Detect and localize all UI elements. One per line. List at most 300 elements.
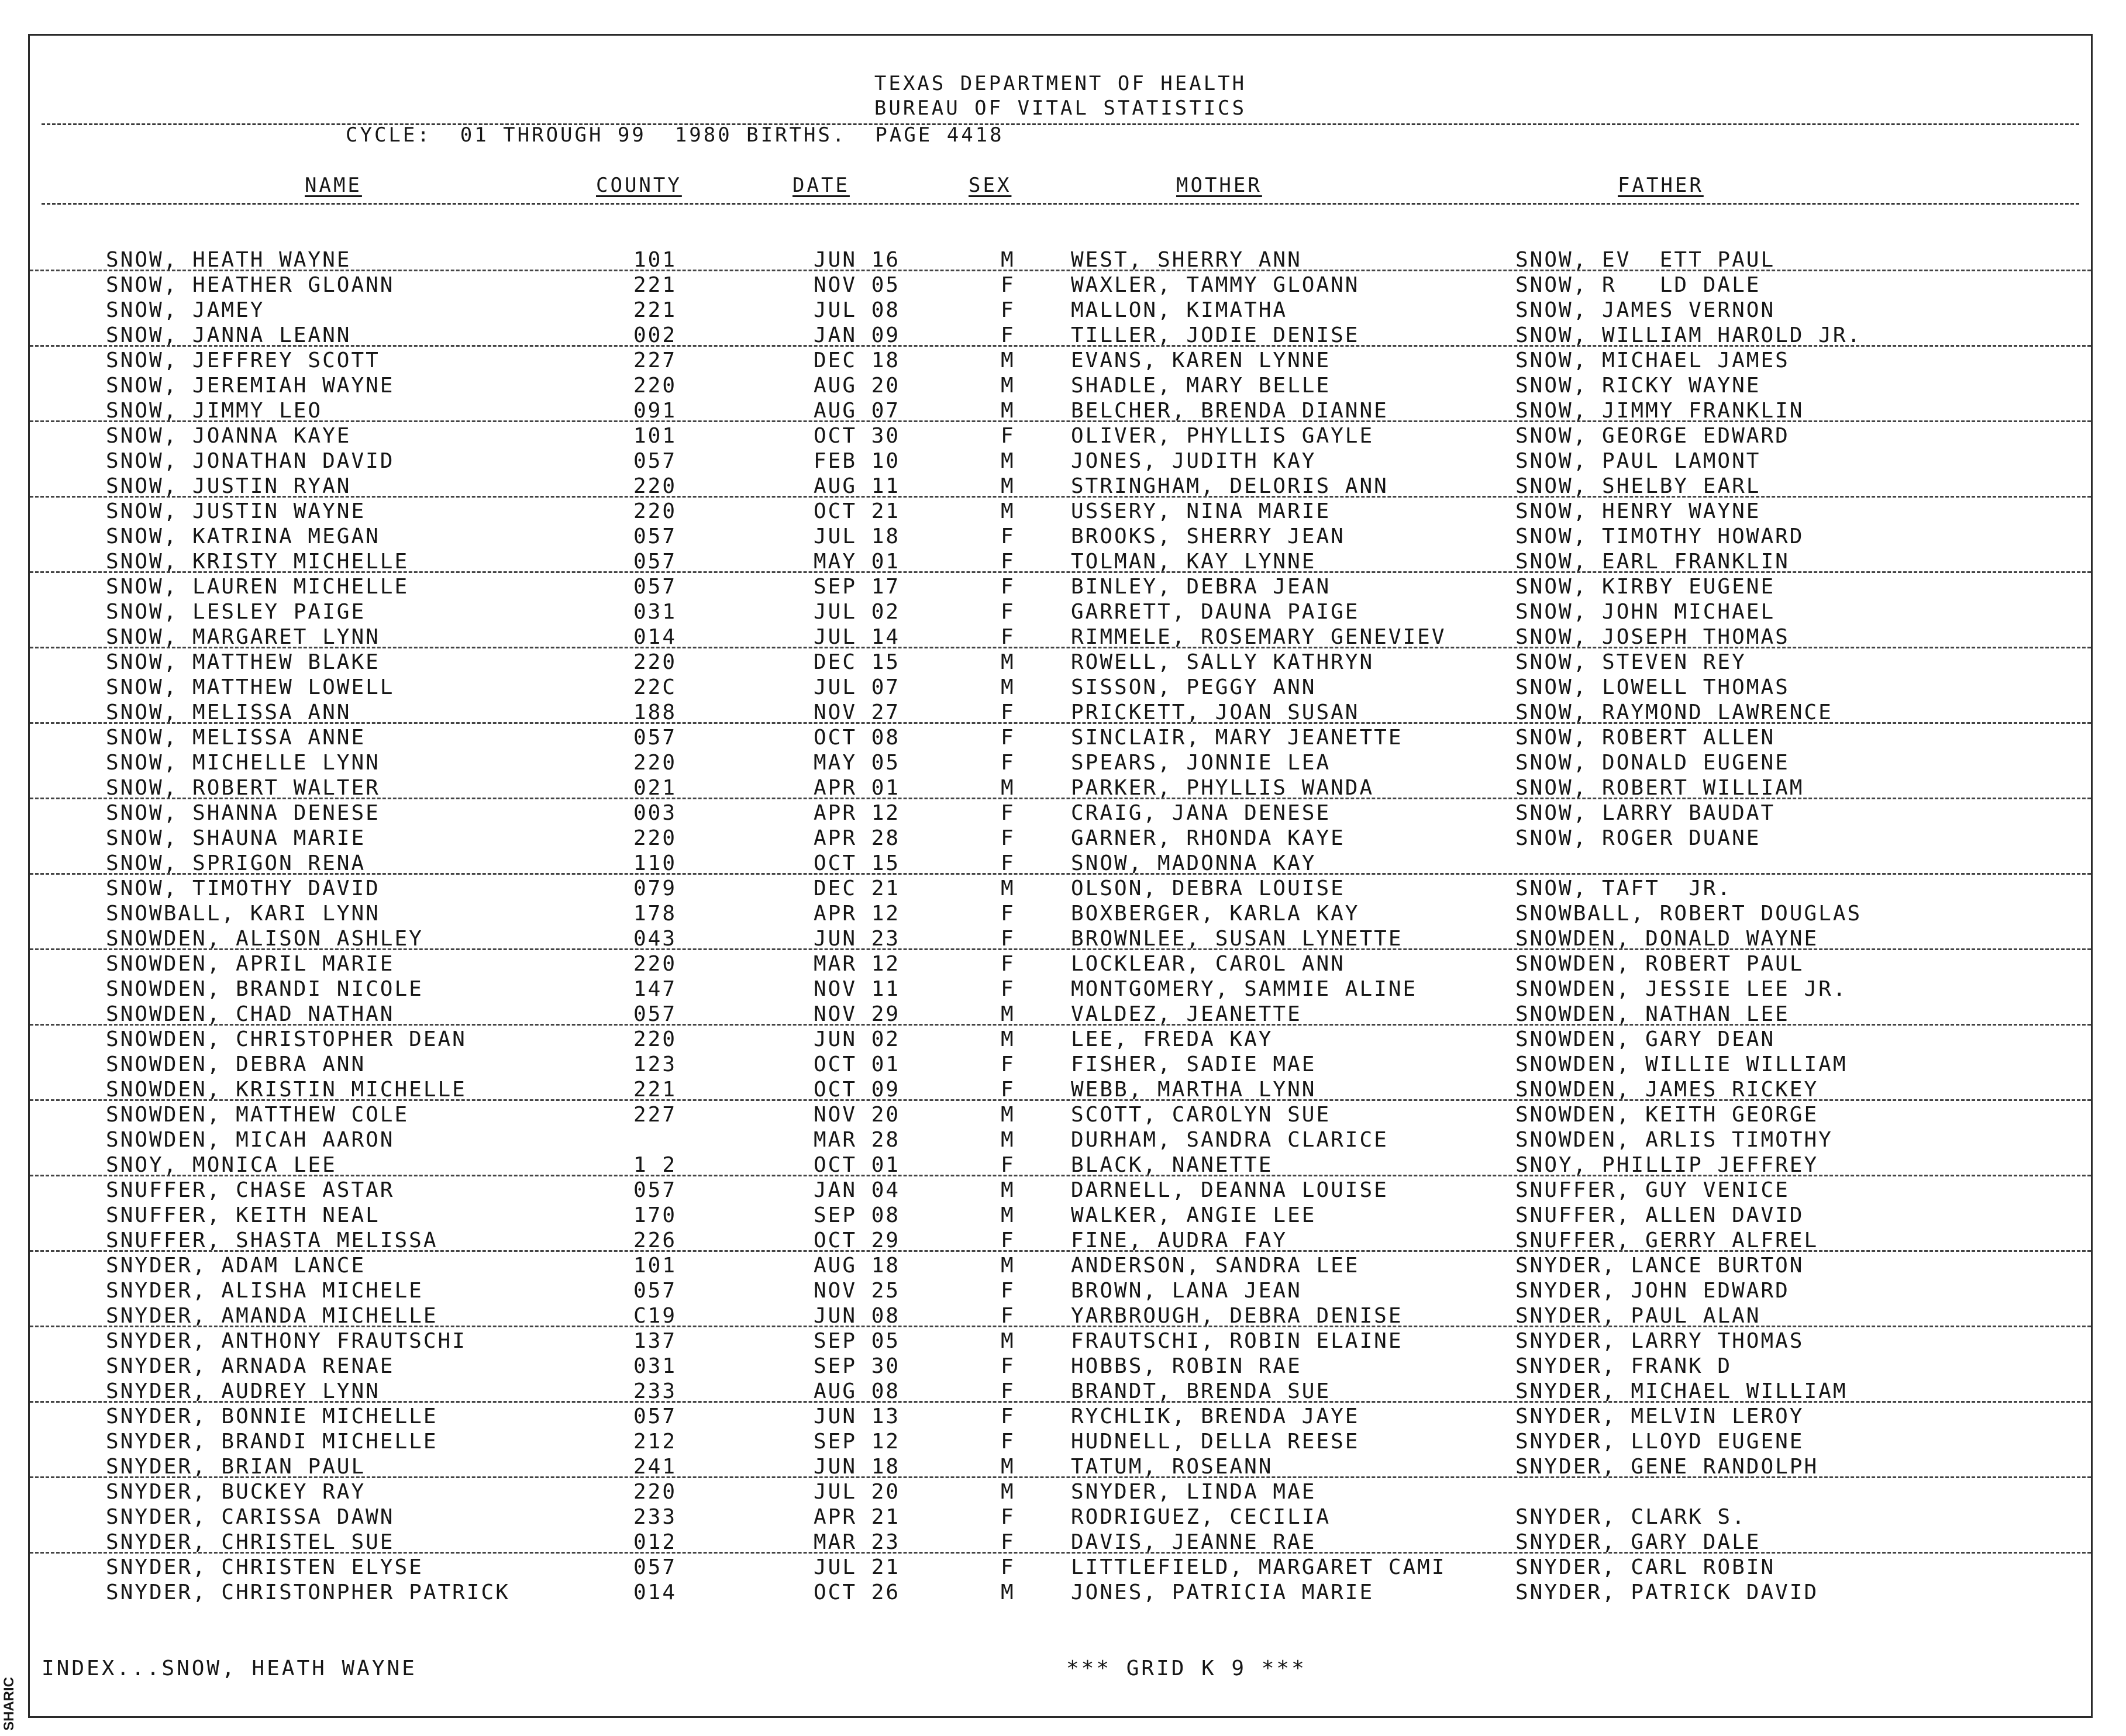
- record-sex: M: [1001, 776, 1015, 800]
- record-row: [30, 975, 2091, 1000]
- record-name: SNOWDEN, ALISON ASHLEY: [106, 927, 423, 951]
- record-name: SNUFFER, KEITH NEAL: [106, 1203, 380, 1227]
- record-county: 014: [633, 625, 677, 649]
- record-mother: EVANS, KAREN LYNNE: [1071, 348, 1331, 372]
- record-county: 22C: [633, 675, 677, 699]
- record-row: [30, 1176, 2091, 1202]
- record-father: SNUFFER, GUY VENICE: [1515, 1178, 1790, 1202]
- record-sex: F: [1001, 977, 1015, 1001]
- record-date: FEB 10: [814, 449, 901, 473]
- record-sex: M: [1001, 1580, 1015, 1604]
- record-date: DEC 15: [814, 650, 901, 674]
- record-row: [30, 1151, 2091, 1176]
- record-father: SNOW, R LD DALE: [1515, 273, 1761, 297]
- record-county: 057: [633, 1002, 677, 1026]
- record-sex: F: [1001, 1279, 1015, 1303]
- record-mother: RIMMELE, ROSEMARY GENEVIEV: [1071, 625, 1446, 649]
- record-county: 220: [633, 650, 677, 674]
- record-sex: F: [1001, 1228, 1015, 1252]
- record-name: SNOW, MELISSA ANN: [106, 700, 352, 724]
- record-county: 226: [633, 1228, 677, 1252]
- record-date: SEP 08: [814, 1203, 901, 1227]
- record-father: SNYDER, LLOYD EUGENE: [1515, 1430, 1804, 1454]
- record-date: AUG 07: [814, 399, 901, 423]
- record-name: SNOW, MARGARET LYNN: [106, 625, 380, 649]
- record-father: SNYDER, LANCE BURTON: [1515, 1254, 1804, 1278]
- record-mother: GARNER, RHONDA KAYE: [1071, 826, 1345, 850]
- record-sex: F: [1001, 902, 1015, 926]
- record-mother: BELCHER, BRENDA DIANNE: [1071, 399, 1388, 423]
- record-sex: F: [1001, 1505, 1015, 1529]
- record-mother: MONTGOMERY, SAMMIE ALINE: [1071, 977, 1418, 1001]
- agency-title: TEXAS DEPARTMENT OF HEALTH: [874, 72, 1247, 95]
- record-sex: F: [1001, 700, 1015, 724]
- record-mother: WAXLER, TAMMY GLOANN: [1071, 273, 1360, 297]
- record-father: SNYDER, LARRY THOMAS: [1515, 1329, 1804, 1353]
- record-father: SNOW, TIMOTHY HOWARD: [1515, 524, 1804, 548]
- record-name: SNOWDEN, KRISTIN MICHELLE: [106, 1078, 467, 1102]
- record-name: SNYDER, ANTHONY FRAUTSCHI: [106, 1329, 467, 1353]
- col-father-header: FATHER: [1618, 174, 1704, 197]
- record-county: 057: [633, 550, 677, 574]
- record-name: SNOW, MELISSA ANNE: [106, 726, 366, 750]
- record-county: 147: [633, 977, 677, 1001]
- record-county: 057: [633, 1404, 677, 1428]
- record-date: MAR 23: [814, 1530, 901, 1554]
- record-row: [30, 1026, 2091, 1051]
- record-row: [30, 774, 2091, 799]
- record-date: JUN 08: [814, 1304, 901, 1328]
- record-sex: M: [1001, 348, 1015, 372]
- record-row: [30, 648, 2091, 674]
- record-date: JUN 23: [814, 927, 901, 951]
- record-mother: DURHAM, SANDRA CLARICE: [1071, 1128, 1388, 1152]
- record-name: SNOW, SHAUNA MARIE: [106, 826, 366, 850]
- records-list: [30, 246, 2091, 1604]
- record-date: NOV 29: [814, 1002, 901, 1026]
- record-county: 220: [633, 499, 677, 523]
- record-county: [633, 1128, 662, 1152]
- col-name-header: NAME: [305, 174, 362, 197]
- record-sex: F: [1001, 1404, 1015, 1428]
- record-row: [30, 1000, 2091, 1026]
- record-row: [30, 322, 2091, 347]
- record-row: [30, 724, 2091, 749]
- record-father: SNYDER, PAUL ALAN: [1515, 1304, 1761, 1328]
- record-sex: F: [1001, 927, 1015, 951]
- record-county: 178: [633, 902, 677, 926]
- record-mother: FRAUTSCHI, ROBIN ELAINE: [1071, 1329, 1403, 1353]
- record-county: 220: [633, 374, 677, 398]
- record-name: SNOW, TIMOTHY DAVID: [106, 876, 380, 900]
- record-date: SEP 30: [814, 1354, 901, 1378]
- record-mother: HOBBS, ROBIN RAE: [1071, 1354, 1302, 1378]
- record-date: OCT 15: [814, 851, 901, 875]
- record-date: OCT 21: [814, 499, 901, 523]
- record-mother: DARNELL, DEANNA LOUISE: [1071, 1178, 1388, 1202]
- record-mother: BLACK, NANETTE: [1071, 1153, 1273, 1177]
- record-county: 227: [633, 1103, 677, 1127]
- record-mother: CRAIG, JANA DENESE: [1071, 801, 1331, 825]
- record-row: [30, 372, 2091, 397]
- record-mother: SINCLAIR, MARY JEANETTE: [1071, 726, 1403, 750]
- record-father: SNUFFER, GERRY ALFREL: [1515, 1228, 1819, 1252]
- record-row: [30, 1453, 2091, 1478]
- record-mother: FINE, AUDRA FAY: [1071, 1228, 1288, 1252]
- record-sex: M: [1001, 474, 1015, 498]
- record-name: SNYDER, AUDREY LYNN: [106, 1379, 380, 1403]
- record-row: [30, 674, 2091, 699]
- record-county: 220: [633, 952, 677, 976]
- record-county: 057: [633, 726, 677, 750]
- record-date: APR 21: [814, 1505, 901, 1529]
- record-sex: M: [1001, 374, 1015, 398]
- record-sex: M: [1001, 675, 1015, 699]
- record-sex: F: [1001, 323, 1015, 347]
- record-county: 137: [633, 1329, 677, 1353]
- record-name: SNOW, JONATHAN DAVID: [106, 449, 395, 473]
- record-sex: F: [1001, 550, 1015, 574]
- record-sex: M: [1001, 1128, 1015, 1152]
- record-row: [30, 1352, 2091, 1378]
- index-label: INDEX...SNOW, HEATH WAYNE: [42, 1656, 417, 1680]
- record-county: 091: [633, 399, 677, 423]
- record-date: NOV 27: [814, 700, 901, 724]
- record-mother: SNYDER, LINDA MAE: [1071, 1480, 1317, 1504]
- record-sex: F: [1001, 801, 1015, 825]
- record-sex: F: [1001, 851, 1015, 875]
- record-mother: WALKER, ANGIE LEE: [1071, 1203, 1317, 1227]
- record-mother: PARKER, PHYLLIS WANDA: [1071, 776, 1374, 800]
- record-row: [30, 1051, 2091, 1076]
- record-father: SNOW, EV ETT PAUL: [1515, 248, 1776, 272]
- record-mother: BOXBERGER, KARLA KAY: [1071, 902, 1360, 926]
- record-row: [30, 1579, 2091, 1604]
- record-row: [30, 1101, 2091, 1126]
- record-row: [30, 422, 2091, 447]
- record-mother: TILLER, JODIE DENISE: [1071, 323, 1360, 347]
- record-date: NOV 20: [814, 1103, 901, 1127]
- record-father: SNOW, JOHN MICHAEL: [1515, 600, 1776, 624]
- record-row: [30, 850, 2091, 875]
- record-name: SNYDER, AMANDA MICHELLE: [106, 1304, 438, 1328]
- record-row: [30, 472, 2091, 498]
- record-date: JUL 08: [814, 298, 901, 322]
- record-name: SNOW, KRISTY MICHELLE: [106, 550, 409, 574]
- record-father: SNYDER, GARY DALE: [1515, 1530, 1761, 1554]
- record-row: [30, 824, 2091, 850]
- record-name: SNYDER, BRANDI MICHELLE: [106, 1430, 438, 1454]
- record-county: 057: [633, 575, 677, 599]
- record-county: 031: [633, 600, 677, 624]
- record-date: MAY 05: [814, 751, 901, 775]
- record-county: 031: [633, 1354, 677, 1378]
- record-row: [30, 623, 2091, 648]
- record-date: OCT 01: [814, 1052, 901, 1076]
- record-name: SNOW, JIMMY LEO: [106, 399, 323, 423]
- record-name: SNOW, LESLEY PAIGE: [106, 600, 366, 624]
- record-name: SNYDER, CARISSA DAWN: [106, 1505, 395, 1529]
- record-sex: M: [1001, 650, 1015, 674]
- record-mother: TATUM, ROSEANN: [1071, 1455, 1273, 1479]
- record-date: JUN 18: [814, 1455, 901, 1479]
- record-sex: F: [1001, 575, 1015, 599]
- record-county: 220: [633, 751, 677, 775]
- record-county: 021: [633, 776, 677, 800]
- record-father: SNOW, JAMES VERNON: [1515, 298, 1776, 322]
- record-sex: F: [1001, 1078, 1015, 1102]
- record-mother: USSERY, NINA MARIE: [1071, 499, 1331, 523]
- record-county: 221: [633, 273, 677, 297]
- record-father: SNOW, EARL FRANKLIN: [1515, 550, 1790, 574]
- record-name: SNOW, JUSTIN RYAN: [106, 474, 352, 498]
- record-father: SNOW, MICHAEL JAMES: [1515, 348, 1790, 372]
- record-father: SNYDER, PATRICK DAVID: [1515, 1580, 1819, 1604]
- record-date: JUL 07: [814, 675, 901, 699]
- record-name: SNOW, SHANNA DENESE: [106, 801, 380, 825]
- record-date: NOV 25: [814, 1279, 901, 1303]
- record-sex: M: [1001, 1002, 1015, 1026]
- record-row: [30, 1202, 2091, 1227]
- record-father: SNOWDEN, NATHAN LEE: [1515, 1002, 1790, 1026]
- record-county: 057: [633, 1555, 677, 1579]
- record-father: SNOW, DONALD EUGENE: [1515, 751, 1790, 775]
- record-county: 057: [633, 449, 677, 473]
- record-name: SNOW, MATTHEW BLAKE: [106, 650, 380, 674]
- record-sex: F: [1001, 298, 1015, 322]
- record-father: SNOY, PHILLIP JEFFREY: [1515, 1153, 1819, 1177]
- record-date: NOV 11: [814, 977, 901, 1001]
- record-father: SNOW, ROBERT ALLEN: [1515, 726, 1776, 750]
- record-name: SNYDER, ADAM LANCE: [106, 1254, 366, 1278]
- record-name: SNUFFER, SHASTA MELISSA: [106, 1228, 438, 1252]
- record-mother: YARBROUGH, DEBRA DENISE: [1071, 1304, 1403, 1328]
- record-mother: HUDNELL, DELLA REESE: [1071, 1430, 1360, 1454]
- record-date: NOV 05: [814, 273, 901, 297]
- record-county: 043: [633, 927, 677, 951]
- record-sex: F: [1001, 1530, 1015, 1554]
- record-mother: SNOW, MADONNA KAY: [1071, 851, 1317, 875]
- record-row: [30, 1076, 2091, 1101]
- record-mother: LEE, FREDA KAY: [1071, 1027, 1273, 1051]
- record-father: SNYDER, GENE RANDOLPH: [1515, 1455, 1819, 1479]
- record-date: AUG 08: [814, 1379, 901, 1403]
- record-father: SNOWBALL, ROBERT DOUGLAS: [1515, 902, 1862, 926]
- record-date: OCT 08: [814, 726, 901, 750]
- record-sex: M: [1001, 1480, 1015, 1504]
- record-name: SNOW, HEATH WAYNE: [106, 248, 352, 272]
- record-mother: VALDEZ, JEANETTE: [1071, 1002, 1302, 1026]
- record-name: SNOW, JANNA LEANN: [106, 323, 352, 347]
- record-date: DEC 18: [814, 348, 901, 372]
- record-father: SNOW, JIMMY FRANKLIN: [1515, 399, 1804, 423]
- record-sex: F: [1001, 1304, 1015, 1328]
- record-name: SNYDER, ALISHA MICHELE: [106, 1279, 423, 1303]
- record-date: APR 12: [814, 902, 901, 926]
- record-name: SNOW, LAUREN MICHELLE: [106, 575, 409, 599]
- record-date: OCT 09: [814, 1078, 901, 1102]
- record-row: [30, 447, 2091, 472]
- record-county: C19: [633, 1304, 677, 1328]
- record-father: SNOW, GEORGE EDWARD: [1515, 424, 1790, 448]
- record-name: SNOWBALL, KARI LYNN: [106, 902, 380, 926]
- record-county: 057: [633, 1178, 677, 1202]
- side-label: SHARIC: [1, 1676, 17, 1731]
- record-name: SNOY, MONICA LEE: [106, 1153, 337, 1177]
- record-county: 101: [633, 424, 677, 448]
- record-name: SNYDER, CHRISTEN ELYSE: [106, 1555, 423, 1579]
- record-row: [30, 523, 2091, 548]
- record-mother: BROOKS, SHERRY JEAN: [1071, 524, 1345, 548]
- record-father: SNYDER, MELVIN LEROY: [1515, 1404, 1804, 1428]
- record-mother: WEBB, MARTHA LYNN: [1071, 1078, 1317, 1102]
- record-name: SNYDER, CHRISTONPHER PATRICK: [106, 1580, 510, 1604]
- bureau-title: BUREAU OF VITAL STATISTICS: [874, 96, 1247, 120]
- record-father: SNOW, ROBERT WILLIAM: [1515, 776, 1804, 800]
- record-father: SNOW, WILLIAM HAROLD JR.: [1515, 323, 1862, 347]
- record-mother: MALLON, KIMATHA: [1071, 298, 1288, 322]
- grid-label: *** GRID K 9 ***: [1066, 1656, 1307, 1680]
- record-date: APR 01: [814, 776, 901, 800]
- record-father: SNOW, RICKY WAYNE: [1515, 374, 1761, 398]
- record-sex: M: [1001, 1329, 1015, 1353]
- record-name: SNOWDEN, CHAD NATHAN: [106, 1002, 395, 1026]
- record-name: SNOW, ROBERT WALTER: [106, 776, 380, 800]
- record-name: SNOW, MICHELLE LYNN: [106, 751, 380, 775]
- record-mother: GARRETT, DAUNA PAIGE: [1071, 600, 1360, 624]
- record-name: SNOW, HEATHER GLOANN: [106, 273, 395, 297]
- record-county: 227: [633, 348, 677, 372]
- record-sex: M: [1001, 499, 1015, 523]
- record-row: [30, 749, 2091, 774]
- record-father: SNYDER, CARL ROBIN: [1515, 1555, 1776, 1579]
- record-father: SNOW, PAUL LAMONT: [1515, 449, 1761, 473]
- record-county: 233: [633, 1379, 677, 1403]
- record-row: [30, 548, 2091, 573]
- record-father: SNOW, SHELBY EARL: [1515, 474, 1761, 498]
- record-county: 1 2: [633, 1153, 677, 1177]
- record-county: 014: [633, 1580, 677, 1604]
- record-mother: WEST, SHERRY ANN: [1071, 248, 1302, 272]
- record-sex: M: [1001, 1203, 1015, 1227]
- record-county: 221: [633, 298, 677, 322]
- record-county: 188: [633, 700, 677, 724]
- record-mother: SCOTT, CAROLYN SUE: [1071, 1103, 1331, 1127]
- record-county: 101: [633, 1254, 677, 1278]
- record-row: [30, 900, 2091, 925]
- record-mother: BROWNLEE, SUSAN LYNETTE: [1071, 927, 1403, 951]
- record-county: 079: [633, 876, 677, 900]
- col-mother-header: MOTHER: [1176, 174, 1262, 197]
- record-row: [30, 1126, 2091, 1151]
- record-date: JUN 02: [814, 1027, 901, 1051]
- record-father: SNOWDEN, JAMES RICKEY: [1515, 1078, 1819, 1102]
- record-date: JUL 18: [814, 524, 901, 548]
- record-sex: F: [1001, 524, 1015, 548]
- record-row: [30, 1554, 2091, 1579]
- col-county-header: COUNTY: [596, 174, 682, 197]
- record-mother: OLIVER, PHYLLIS GAYLE: [1071, 424, 1374, 448]
- record-county: 220: [633, 1480, 677, 1504]
- record-row: [30, 1428, 2091, 1453]
- record-sex: M: [1001, 876, 1015, 900]
- record-sex: F: [1001, 424, 1015, 448]
- record-name: SNOW, SPRIGON RENA: [106, 851, 366, 875]
- record-name: SNOWDEN, MICAH AARON: [106, 1128, 395, 1152]
- col-sex-header: SEX: [969, 174, 1012, 197]
- record-sex: F: [1001, 1379, 1015, 1403]
- record-name: SNOWDEN, BRANDI NICOLE: [106, 977, 423, 1001]
- record-mother: SHADLE, MARY BELLE: [1071, 374, 1331, 398]
- record-sex: M: [1001, 248, 1015, 272]
- record-row: [30, 1327, 2091, 1352]
- record-date: AUG 11: [814, 474, 901, 498]
- record-father: SNOWDEN, DONALD WAYNE: [1515, 927, 1819, 951]
- record-mother: RODRIGUEZ, CECILIA: [1071, 1505, 1331, 1529]
- record-date: JAN 09: [814, 323, 901, 347]
- record-name: SNOW, KATRINA MEGAN: [106, 524, 380, 548]
- record-county: 220: [633, 1027, 677, 1051]
- record-row: [30, 1528, 2091, 1554]
- record-sex: M: [1001, 1027, 1015, 1051]
- record-date: OCT 30: [814, 424, 901, 448]
- record-row: [30, 397, 2091, 422]
- record-row: [30, 271, 2091, 296]
- record-county: 233: [633, 1505, 677, 1529]
- record-father: SNYDER, FRANK D: [1515, 1354, 1732, 1378]
- record-father: SNOW, HENRY WAYNE: [1515, 499, 1761, 523]
- record-father: SNOW, TAFT JR.: [1515, 876, 1732, 900]
- record-county: 012: [633, 1530, 677, 1554]
- record-father: SNYDER, CLARK S.: [1515, 1505, 1746, 1529]
- record-name: SNOW, JUSTIN WAYNE: [106, 499, 366, 523]
- record-row: [30, 875, 2091, 900]
- record-date: DEC 21: [814, 876, 901, 900]
- record-name: SNOWDEN, CHRISTOPHER DEAN: [106, 1027, 467, 1051]
- record-mother: FISHER, SADIE MAE: [1071, 1052, 1317, 1076]
- cycle-line: CYCLE: 01 THROUGH 99 1980 BIRTHS. PAGE 4418: [346, 123, 1004, 147]
- record-date: MAR 28: [814, 1128, 901, 1152]
- record-father: SNOW, LOWELL THOMAS: [1515, 675, 1790, 699]
- record-mother: BINLEY, DEBRA JEAN: [1071, 575, 1331, 599]
- record-mother: STRINGHAM, DELORIS ANN: [1071, 474, 1388, 498]
- record-row: [30, 1378, 2091, 1403]
- record-sex: F: [1001, 751, 1015, 775]
- record-name: SNOW, JEREMIAH WAYNE: [106, 374, 395, 398]
- record-date: JAN 04: [814, 1178, 901, 1202]
- record-mother: DAVIS, JEANNE RAE: [1071, 1530, 1317, 1554]
- record-county: 057: [633, 1279, 677, 1303]
- record-mother: JONES, PATRICIA MARIE: [1071, 1580, 1374, 1604]
- record-county: 002: [633, 323, 677, 347]
- record-mother: LOCKLEAR, CAROL ANN: [1071, 952, 1345, 976]
- record-mother: BRANDT, BRENDA SUE: [1071, 1379, 1331, 1403]
- record-name: SNOW, JOANNA KAYE: [106, 424, 352, 448]
- record-sex: M: [1001, 399, 1015, 423]
- record-mother: SPEARS, JONNIE LEA: [1071, 751, 1331, 775]
- col-date-header: DATE: [792, 174, 850, 197]
- record-row: [30, 1403, 2091, 1428]
- record-row: [30, 246, 2091, 271]
- record-row: [30, 925, 2091, 950]
- document-frame: [28, 34, 2093, 1718]
- record-row: [30, 598, 2091, 623]
- record-father: SNOW, KIRBY EUGENE: [1515, 575, 1776, 599]
- record-name: SNYDER, BUCKEY RAY: [106, 1480, 366, 1504]
- record-date: MAR 12: [814, 952, 901, 976]
- record-sex: F: [1001, 600, 1015, 624]
- record-sex: M: [1001, 1103, 1015, 1127]
